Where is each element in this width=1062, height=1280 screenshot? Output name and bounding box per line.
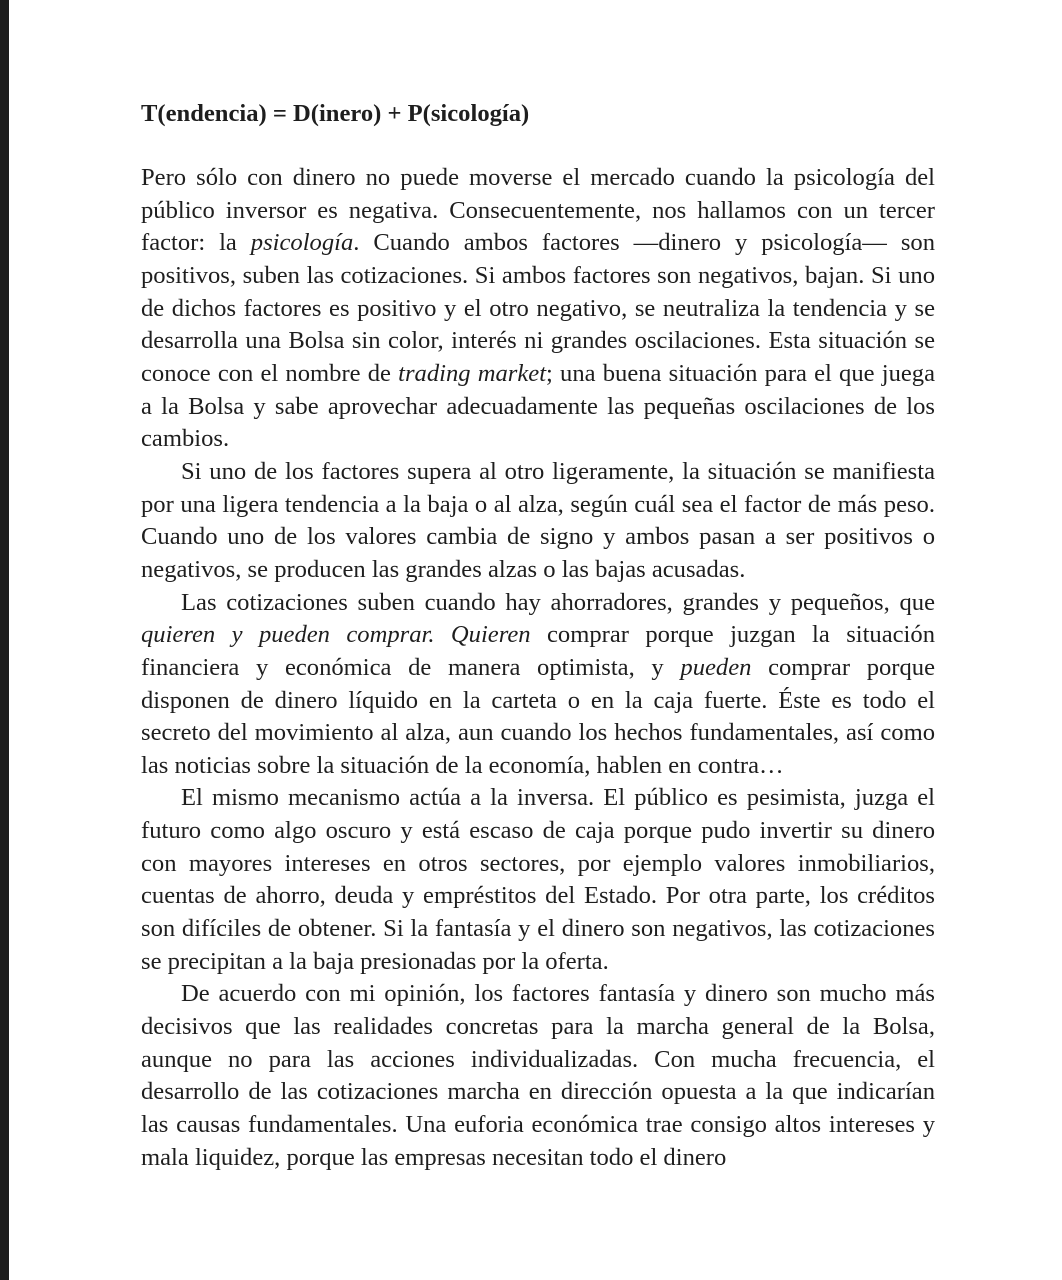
paragraph-text: . Cuando ambos factores —dinero y psicología— son positivos, suben las cotizaciones. Si ambos factores son negativos, bajan. Si uno de dichos factores es positivo y el otro negativo, se neutraliza la tendencia y se desarrolla una Bolsa sin color, interés ni grandes oscilaciones. Esta situación se conoce con el nombre de bbox=[141, 229, 935, 387]
paragraph bbox=[141, 782, 935, 978]
paragraph bbox=[141, 456, 935, 587]
document-page bbox=[141, 98, 935, 1174]
paragraph-text: Si uno de los factores supera al otro ligeramente, la situación se manifiesta por una ligera tendencia a la baja o al alza, según cuál sea el factor de más peso. Cuando uno de los valores cambia de signo y ambos pasan a ser positivos o negativos, se producen las grandes alzas o las bajas acusadas. bbox=[141, 457, 935, 583]
paragraph-text: ; una buena situación para el que juega a la Bolsa y sabe aprovechar adecuadamente las pequeñas oscilaciones de los cambios. bbox=[141, 359, 935, 453]
italic-text: pueden bbox=[680, 653, 752, 681]
paragraph-text: Pero sólo con dinero no puede moverse el mercado cuando la psicología del público inversor es negativa. Consecuentemente, nos hallamos con un tercer factor: la bbox=[141, 164, 935, 257]
page-left-edge bbox=[0, 0, 9, 1280]
paragraph bbox=[141, 978, 935, 1174]
paragraph-text: El mismo mecanismo actúa a la inversa. El público es pesimista, juzga el futuro como algo oscuro y está escaso de caja porque pudo invertir su dinero con mayores intereses en otros sectores, por ejemplo valores inmobiliarios, cuentas de ahorro, deuda y empréstitos del Estado. Por otra parte, los créditos son difíciles de obtener. Si la fantasía y el dinero son negativos, las cotizaciones se precipitan a la baja presionadas por la oferta. bbox=[141, 784, 935, 975]
section-heading: T(endencia) = D(inero) + P(sicología) bbox=[141, 100, 530, 127]
paragraph-text: De acuerdo con mi opinión, los factores fantasía y dinero son mucho más decisivos que las realidades concretas para la marcha general de la Bolsa, aunque no para las acciones individualizadas. Con mucha frecuencia, el desarrollo de las cotizaciones marcha en dirección opuesta a la que indicarían las causas fundamentales. Una euforia económica trae consigo altos intereses y mala liquidez, porque las empresas necesitan todo el dinero bbox=[141, 980, 935, 1171]
italic-text: trading market bbox=[398, 359, 547, 387]
paragraph bbox=[141, 587, 935, 783]
paragraph-text: comprar porque disponen de dinero líquido en la carteta o en la caja fuerte. Éste es todo el secreto del movimiento al alza, aun cuando los hechos fundamentales, así como las noticias sobre la situación de la economía, hablen en contra… bbox=[141, 653, 935, 779]
body-text bbox=[141, 162, 935, 1174]
italic-text: psicología bbox=[250, 229, 354, 257]
paragraph-text: comprar porque juzgan la situación financiera y económica de manera optimista, y bbox=[141, 621, 935, 681]
italic-text: quieren y pueden comprar. Quieren bbox=[141, 621, 531, 649]
paragraph bbox=[141, 162, 935, 456]
paragraph-text: Las cotizaciones suben cuando hay ahorradores, grandes y pequeños, que bbox=[181, 588, 935, 616]
